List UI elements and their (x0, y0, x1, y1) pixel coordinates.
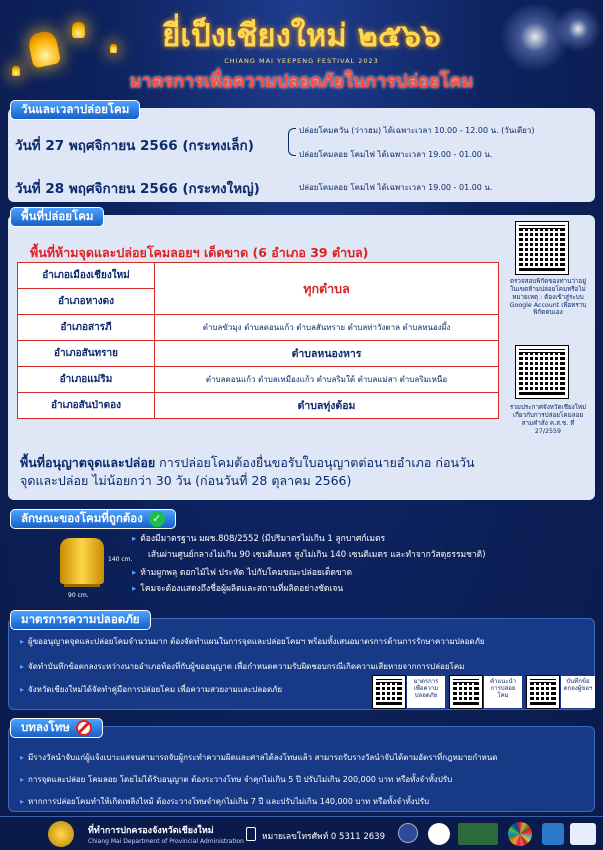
section-header-label: บทลงโทษ (21, 720, 70, 734)
dim-width-label: 90 cm. (68, 592, 89, 599)
day2-note: ปล่อยโคมลอย โคมไฟ ได้เฉพาะเวลา 19.00 - 01.00 น. (299, 183, 493, 192)
penalty-bullet (20, 796, 429, 807)
table-row (18, 315, 499, 341)
footer-phone[interactable]: หมายเลขโทรศัพท์ 0 5311 2639 (262, 832, 385, 842)
district-cell: อำเภอสันทราย (18, 341, 155, 367)
partner-logo-icon (542, 823, 564, 845)
prohibited-icon (76, 720, 92, 736)
section-header-safety (10, 610, 151, 630)
penalty-bullet-text: การจุดและปล่อย โคมลอย โดยไม่ได้รับอนุญาต ต้องระวางโทษ จำคุกไม่เกิน 5 ปี ปรับไม่เกิน 200,000 บาท หรือทั้งจำทั้งปรับ (28, 775, 453, 784)
section-header-area (10, 207, 104, 227)
ban-area-title: พื้นที่ห้ามจุดและปล่อยโคมลอยฯ เด็ดขาด (6 อำเภอ 39 ตำบล) (30, 245, 369, 260)
phone-icon (246, 827, 256, 841)
dim-height-label: 140 cm. (108, 556, 133, 563)
district-cell: อำเภอแม่ริม (18, 367, 155, 393)
area-cell: ตำบลหนองหาร (155, 341, 499, 367)
qr-code-advice[interactable] (450, 676, 482, 708)
area-cell: ตำบลขัวมุง ตำบลดอนแก้ว ตำบลสันทราย ตำบลท่าวังตาล ตำบลหนองผึ้ง (155, 315, 499, 341)
partner-logo-icon (570, 823, 596, 845)
partner-logo-icon (398, 823, 418, 843)
qr-code-announcement[interactable] (516, 346, 568, 398)
allow-area-title: พื้นที่อนุญาตจุดและปล่อย (20, 455, 156, 470)
penalty-bullet-text: หากการปล่อยโคมทำให้เกิดเพลิงไหม้ ต้องระวางโทษจำคุกไม่เกิน 7 ปี และปรับไม่เกิน 140,000 บาท หรือทั้งจำทั้งปรับ (28, 797, 430, 806)
footer (0, 816, 603, 850)
triangle-icon: ▸ (20, 753, 25, 762)
footer-org-th: ที่ทำการปกครองจังหวัดเชียงใหม่ (88, 826, 214, 836)
penalty-bullet-text: มีรางวัลนำจับแก่ผู้แจ้งเบาะแสจนสามารถจับผู้กระทำความผิดและศาลได้ลงโทษแล้ว สามารถรับรางวัลนำจับได้ตามอัตราที่กฎหมายกำหนด (28, 753, 498, 762)
spec-bullet-text: ต้องมีมาตรฐาน มผช.808/2552 (มีปริมาตรไม่เกิน 1 ลูกบาศก์เมตร (140, 534, 386, 544)
check-icon: ✓ (149, 511, 165, 527)
footer-org-en: Chiang Mai Department of Provincial Administration (88, 838, 244, 845)
triangle-icon: ▸ (132, 584, 137, 594)
qr-label-safety: มาตรการเพื่อความปลอดภัย (407, 676, 445, 708)
triangle-icon: ▸ (132, 568, 137, 578)
safety-bullet-text: จัดทำบันทึกข้อตกลงระหว่างนายอำเภอท้องที่กับผู้ขออนุญาต เพื่อกำหนดความรับผิดชอบกรณีเกิดความเสียหายจากการปล่อยโคม (28, 662, 465, 671)
district-cell: อำเภอสันป่าตอง (18, 393, 155, 419)
penalty-bullet (20, 774, 452, 785)
district-cell: อำเภอหางดง (18, 289, 155, 315)
day1-note-2: ปล่อยโคมลอย โคมไฟ ได้เฉพาะเวลา 19.00 - 01.00 น. (299, 150, 493, 159)
district-cell: อำเภอสารภี (18, 315, 155, 341)
triangle-icon: ▸ (132, 534, 137, 544)
safety-bullet (20, 636, 485, 647)
triangle-icon: ▸ (20, 797, 25, 806)
brace-icon (288, 128, 296, 156)
triangle-icon: ▸ (20, 662, 25, 671)
spec-bullet (132, 534, 385, 546)
sdg-wheel-icon (508, 822, 532, 846)
day1-note-1: ปล่อยโคมควัน (ว่าวฮม) ได้เฉพาะเวลา 10.00 - 12.00 น. (วันเดียว) (299, 126, 535, 135)
district-cell: อำเภอเมืองเชียงใหม่ (18, 263, 155, 289)
date-day1: วันที่ 27 พฤศจิกายน 2566 (กระทงเล็ก) (15, 138, 254, 154)
page-subtitle: CHIANG MAI YEEPENG FESTIVAL 2023 (224, 57, 379, 65)
qr-code-safety[interactable] (373, 676, 405, 708)
triangle-icon: ▸ (20, 775, 25, 784)
main-heading: มาตรการเพื่อความปลอดภัยในการปล่อยโคม (129, 71, 474, 92)
partner-logo-icon (458, 823, 498, 845)
area-cell: ตำบลดอนแก้ว ตำบลเหมืองแก้ว ตำบลริมใต้ ตำบลแม่สา ตำบลริมเหนือ (155, 367, 499, 393)
safety-bullet-text: จังหวัดเชียงใหม่ได้จัดทำคู่มือการปล่อยโคม เพื่อความสวยงามและปลอดภัย (28, 685, 283, 694)
section-header-label: วันและเวลาปล่อยโคม (21, 102, 130, 116)
penalty-bullet (20, 752, 498, 763)
spec-bullet (148, 550, 486, 562)
page-title: ยี่เป็งเชียงใหม่ ๒๕๖๖ (162, 18, 441, 54)
ministry-seal-icon (48, 821, 74, 847)
section-header-time (10, 100, 140, 120)
safety-bullet (20, 684, 282, 695)
lantern-diagram (60, 538, 104, 584)
qr-caption-announcement: รวมประกาศจังหวัดเชียงใหม่ เกี่ยวกับการปล่อยโคมลอย สามคำสั่ง ค.ส.ช. ที่ 27/2559 (509, 404, 587, 435)
allow-area-text (20, 454, 490, 490)
date-day2: วันที่ 28 พฤศจิกายน 2566 (กระทงใหญ่) (15, 181, 260, 197)
qr-code-map[interactable] (516, 222, 568, 274)
triangle-icon: ▸ (20, 637, 25, 646)
qr-code-agreement[interactable] (527, 676, 559, 708)
qr-label-advice: คำแนะนำการปล่อยโคม (484, 676, 522, 708)
safety-bullet-text: ผู้ขออนุญาตจุดและปล่อยโคมจำนวนมาก ต้องจัดทำแผนในการจุดและปล่อยโคมฯ พร้อมทั้งเสนอมาตรการด้านการรักษาความปลอดภัย (28, 637, 485, 646)
safety-bullet (20, 661, 464, 672)
lantern-base (64, 584, 100, 587)
table-row (18, 341, 499, 367)
table-row (18, 367, 499, 393)
table-row (18, 393, 499, 419)
section-header-spec (10, 509, 176, 529)
section-header-penalty (10, 718, 103, 738)
qr-caption-map: ตรวจสอบพิกัดของท่านว่าอยู่ในเขตห้ามปล่อยโคมหรือไม่ หมายเหตุ : ต้องเข้าสู่ระบบ Google Account เพื่อทราบพิกัดตนเอง (509, 278, 587, 317)
spec-bullet-text: ห้ามผูกพลุ ดอกไม้ไฟ ประทัด ไปกับโคมขณะปล่อยเด็ดขาด (140, 568, 352, 578)
allow-area-body: การปล่อยโคมต้องยื่นขอรับใบอนุญาตต่อนายอำเภอ ก่อนวันจุดและปล่อย ไม่น้อยกว่า 30 วัน (ก่อนวันที่ 28 ตุลาคม 2566) (20, 455, 475, 489)
table-row (18, 263, 499, 289)
section-header-label: พื้นที่ปล่อยโคม (21, 209, 94, 223)
area-cell: ตำบลทุ่งต้อม (155, 393, 499, 419)
triangle-icon: ▸ (20, 685, 25, 694)
area-cell: ทุกตำบล (155, 263, 499, 315)
spec-bullet-text: โคมจะต้องแสดงถึงชื่อผู้ผลิตและสถานที่ผลิตอย่างชัดเจน (140, 584, 344, 594)
partner-logo-icon (428, 823, 450, 845)
spec-bullet (132, 584, 343, 596)
section-header-label: มาตรการความปลอดภัย (21, 612, 140, 626)
ban-area-table (17, 262, 499, 419)
qr-label-agreement: บันทึกข้อตกลงผู้ขอฯ (561, 676, 595, 708)
section-header-label: ลักษณะของโคมที่ถูกต้อง (21, 511, 143, 525)
spec-bullet (132, 568, 352, 580)
spec-bullet-text: เส้นผ่านศูนย์กลางไม่เกิน 90 เซนติเมตร สูงไม่เกิน 140 เซนติเมตร และทำจากวัสดุธรรมชาติ) (148, 550, 486, 560)
